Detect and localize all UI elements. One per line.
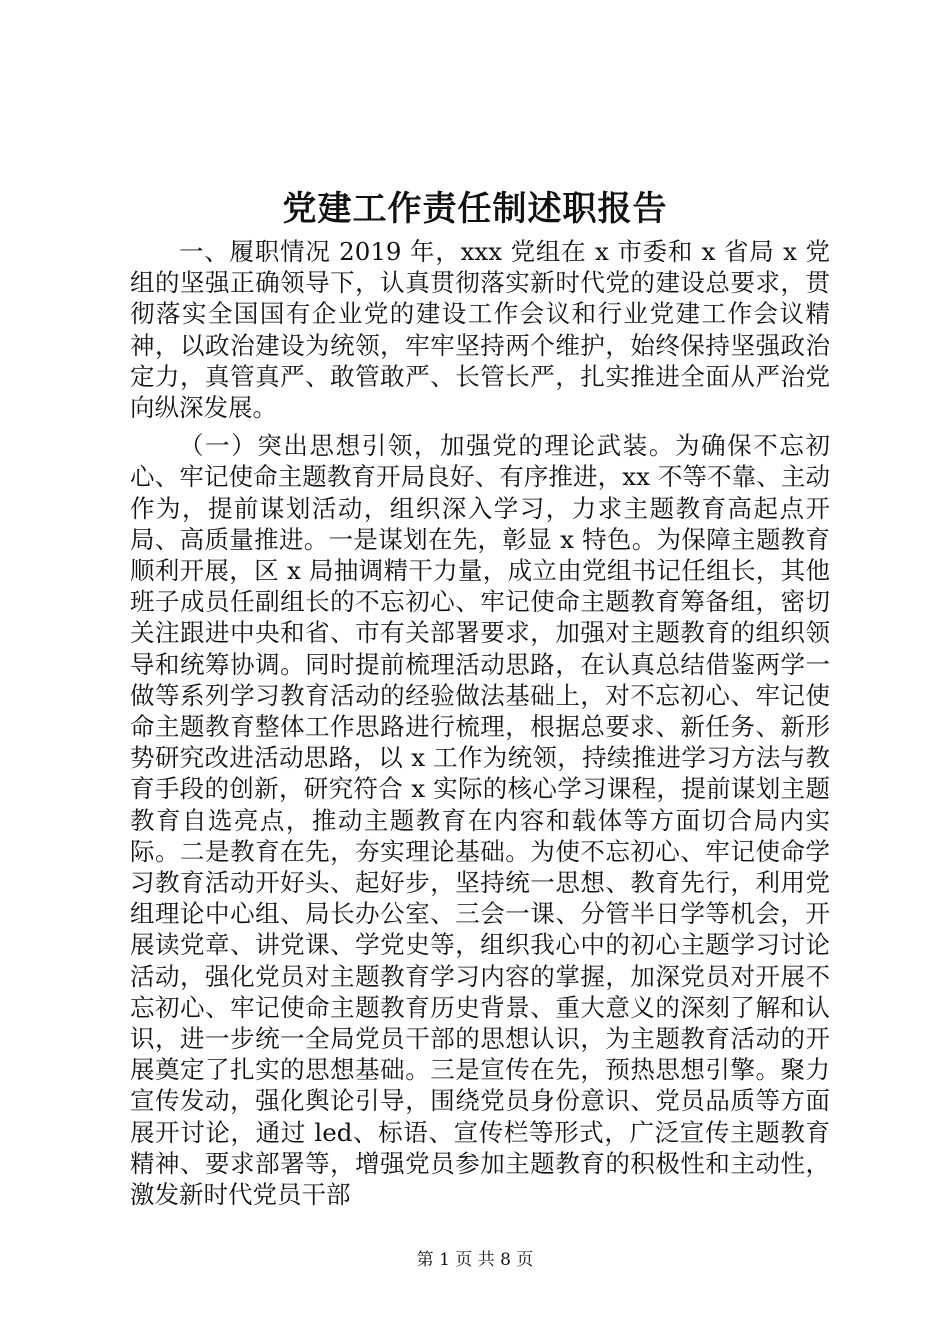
document-title: 党建工作责任制述职报告	[282, 189, 668, 229]
paragraph-ideological-guidance: （一）突出思想引领，加强党的理论武装。为确保不忘初心、牢记使命主题教育开局良好、有序推进，xx 不等不靠、主动作为，提前谋划活动，组织深入学习，力求主题教育高起点开局、高质量推进。一是谋划在先，彰显 x 特色。为保障主题教育顺利开展，区 x 局抽调精干力量，成立由党组书记任组长，其他班子成员任副组长的不忘初心、牢记使命主题教育筹备组，密切关注跟进中央和省、市有关部署要求，加强对主题教育的组织领导和统筹协调。同时提前梳理活动思路，在认真总结借鉴两学一做等系列学习教育活动的经验做法基础上，对不忘初心、牢记使命主题教育整体工作思路进行梳理，根据总要求、新任务、新形势研究改进活动思路，以 x 工作为统领，持续推进学习方法与教育手段的创新，研究符合 x 实际的核心学习课程，提前谋划主题教育自选亮点，推动主题教育在内容和载体等方面切合局内实际。二是教育在先，夯实理论基础。为使不忘初心、牢记使命学习教育活动开好头、起好步，坚持统一思想、教育先行，利用党组理论中心组、局长办公室、三会一课、分管半日学等机会，开展读党章、讲党课、学党史等，组织我心中的初心主题学习讨论活动，强化党员对主题教育学习内容的掌握，加深党员对开展不忘初心、牢记使命主题教育历史背景、重大意义的深刻了解和认识，进一步统一全局党员干部的思想认识，为主题教育活动的开展奠定了扎实的思想基础。三是宣传在先，预热思想引擎。聚力宣传发动，强化舆论引导，围绕党员身份意识、党员品质等方面展开讨论，通过 led、标语、宣传栏等形式，广泛宣传主题教育精神、要求部署等，增强党员参加主题教育的积极性和主动性，激发新时代党员干部	[130, 431, 830, 1210]
document-body	[130, 236, 830, 1210]
paragraph-performance-summary: 一、履职情况 2019 年，xxx 党组在 x 市委和 x 省局 x 党组的坚强正确领导下，认真贯彻落实新时代党的建设总要求，贯彻落实全国国有企业党的建设工作会议和行业党建工作会议精神，以政治建设为统领，牢牢坚持两个维护，始终保持坚强政治定力，真管真严、敢管敢严、长管长严，扎实推进全面从严治党向纵深发展。	[130, 237, 830, 423]
page-footer: 第 1 页 共 8 页	[416, 1250, 534, 1270]
